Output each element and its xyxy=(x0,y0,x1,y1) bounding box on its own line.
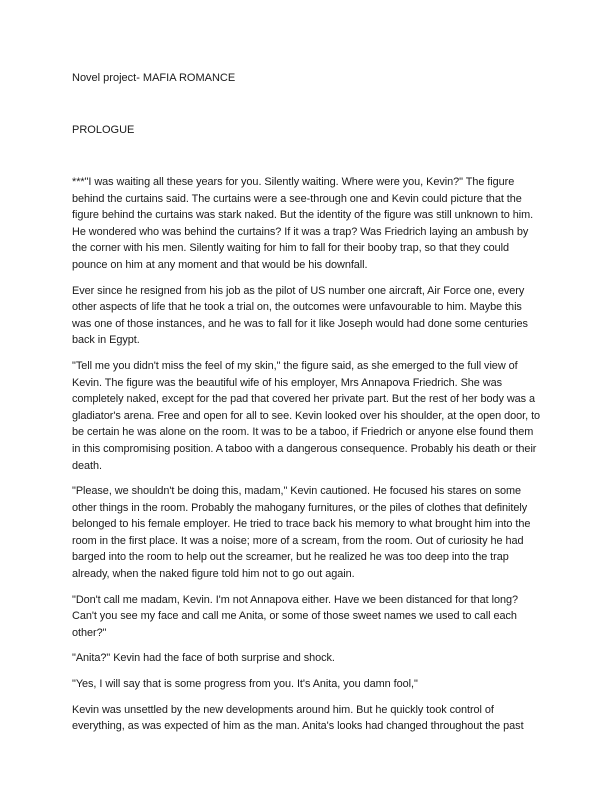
paragraph: "Yes, I will say that is some progress from you. It's Anita, you damn fool," xyxy=(72,678,418,691)
document-title: Novel project- MAFIA ROMANCE xyxy=(72,72,236,84)
paragraph: "Anita?" Kevin had the face of both surprise and shock. xyxy=(72,652,335,665)
document-body xyxy=(72,174,542,744)
paragraph: ***"I was waiting all these years for you. Silently waiting. Where were you, Kevin?" The figure behind the curtains said. The curtains were a see-through one and Kevin could picture that the figure behind the curtains was stark naked. But the identity of the figure was still unknown to him. He wondered who was behind the curtains? If it was a trap? Was Friedrich laying an ambush by the corner with his men. Silently waiting for him to fall for their booby trap, so that they could pounce on him at any moment and that would be his downfall. xyxy=(72,176,534,271)
paragraph: Ever since he resigned from his job as the pilot of US number one aircraft, Air Force one, every other aspects of life that he took a trial on, the outcomes were unfavourable to him. Maybe this was one of those instances, and he was to fall for it like Joseph would had done some centuries back in Egypt. xyxy=(72,284,528,347)
paragraph: "Please, we shouldn't be doing this, madam," Kevin cautioned. He focused his stares on some other things in the room. Probably the mahogany furnitures, or the piles of clothes that definitely belonged to his female employer. He tried to trace back his memory to what brought him into the room in the first place. It was a noise; more of a scream, from the room. Out of curiosity he had barged into the room to help out the screamer, but he realized he was too deep into the trap already, when the naked figure told him not to go out again. xyxy=(72,485,531,581)
paragraph: Kevin was unsettled by the new developments around him. But he quickly took control of everything, as was expected of him as the man. Anita's looks had changed throughout the past xyxy=(72,703,524,733)
paragraph: "Tell me you didn't miss the feel of my skin," the figure said, as she emerged to the full view of Kevin. The figure was the beautiful wife of his employer, Mrs Annapova Friedrich. She was completely naked, except for the pad that covered her private part. But the rest of her body was a gladiator's arena. Free and open for all to see. Kevin looked over his shoulder, at the open door, to be certain he was alone on the room. It was to be a taboo, if Friedrich or anyone else found them in this compromising position. A taboo with a dangerous consequence. Probably his death or their death. xyxy=(72,359,541,472)
paragraph: "Don't call me madam, Kevin. I'm not Annapova either. Have we been distanced for that long? Can't you see my face and call me Anita, or some of those sweet names we used to call each other?" xyxy=(72,593,519,639)
section-heading-prologue: PROLOGUE xyxy=(72,124,135,136)
